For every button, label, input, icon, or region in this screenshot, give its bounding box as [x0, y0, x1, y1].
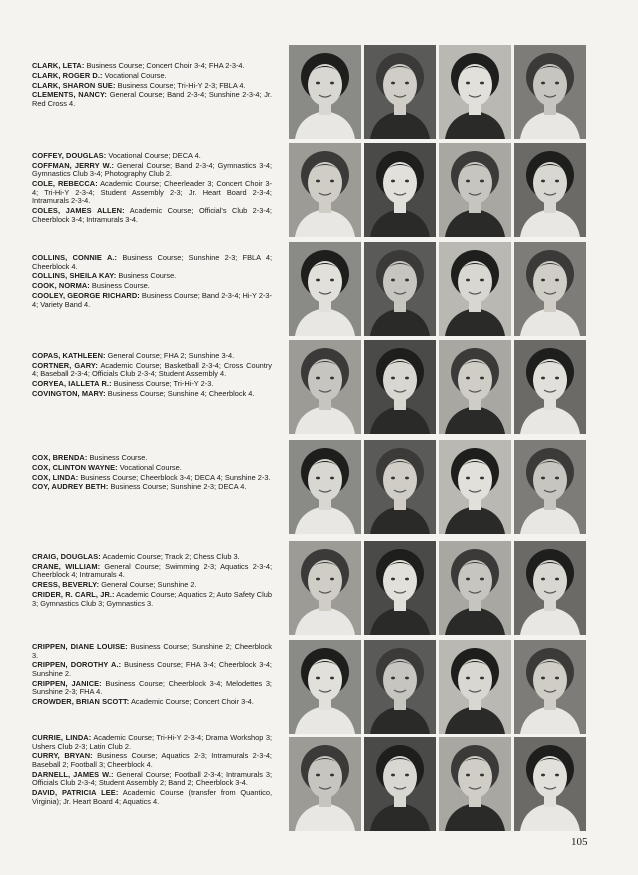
- student-activities: Business Course; Cheerblock 3-4; Melodettes 3; Sunshine 2-3; FHA 4.: [32, 678, 272, 697]
- student-portrait: [364, 640, 436, 734]
- student-entry: [32, 292, 272, 309]
- student-portrait: [439, 242, 511, 336]
- caption-group: [32, 254, 272, 310]
- student-entry: [32, 553, 272, 562]
- student-name: COX, BRENDA:: [32, 453, 88, 462]
- student-portrait: [289, 541, 361, 635]
- student-activities: Business Course.: [89, 281, 150, 291]
- student-name: COFFEY, DOUGLAS:: [32, 151, 107, 160]
- student-activities: Business Course; FHA 3-4; Cheerblock 3-4; Sunshine 2.: [32, 660, 272, 678]
- student-entry: [32, 152, 272, 161]
- student-portrait: [514, 541, 586, 635]
- student-activities: Business Course.: [116, 271, 177, 281]
- student-activities: Business Course; Tri-Hi-Y 2-3.: [111, 379, 214, 389]
- student-activities: Business Course.: [87, 453, 148, 462]
- page-number: 105: [571, 836, 588, 848]
- student-name: CLARK, ROGER D.:: [32, 70, 103, 80]
- student-name: CURRIE, LINDA:: [32, 733, 92, 742]
- student-entry: [32, 390, 272, 399]
- student-activities: General Course; Football 2-3-4; Intramurals 3; Officials Club 2-3-4; Student Assembly 2; Band 2; Cheerblock 3-4.: [32, 769, 273, 788]
- student-entry: [32, 282, 272, 291]
- student-portrait: [289, 143, 361, 237]
- student-name: COOLEY, GEORGE RICHARD:: [32, 290, 140, 300]
- student-name: CLEMENTS, NANCY:: [32, 90, 108, 100]
- student-portrait: [439, 340, 511, 434]
- student-entry: [32, 591, 272, 608]
- student-name: CRIPPEN, DOROTHY A.:: [32, 660, 122, 670]
- caption-group: [32, 352, 272, 400]
- student-activities: Business Course; Aquatics 2-3; Intramurals 2-3-4; Baseball 2; Football 3; Cheerblock 4.: [32, 751, 272, 769]
- student-portrait: [514, 737, 586, 831]
- student-entry: [32, 661, 272, 678]
- student-name: COPAS, KATHLEEN:: [32, 351, 106, 360]
- student-portrait: [364, 45, 436, 139]
- student-portrait: [364, 737, 436, 831]
- student-entry: [32, 207, 272, 224]
- portrait-row: [289, 242, 587, 336]
- student-name: COLES, JAMES ALLEN:: [32, 206, 125, 216]
- student-activities: Academic Course; Concert Choir 3-4.: [129, 697, 254, 707]
- student-portrait: [289, 242, 361, 336]
- student-portrait: [289, 737, 361, 831]
- student-name: COOK, NORMA:: [32, 281, 90, 291]
- student-activities: General Course; FHA 2; Sunshine 3-4.: [105, 351, 235, 360]
- portrait-row: [289, 340, 587, 434]
- student-portrait: [514, 45, 586, 139]
- student-activities: Academic Course; Official's Club 2-3-4; Cheerblock 3-4; Intramurals 3-4.: [32, 206, 272, 224]
- student-entry: [32, 734, 272, 751]
- student-name: CORTNER, GARY:: [32, 360, 98, 370]
- student-name: DAVID, PATRICIA LEE:: [32, 788, 119, 798]
- student-portrait: [289, 340, 361, 434]
- portrait-row: [289, 143, 587, 237]
- student-activities: Academic Course; Aquatics 2; Auto Safety Club 3; Gymnastics Club 3; Gymnastics 3.: [32, 589, 273, 608]
- student-name: CROWDER, BRIAN SCOTT:: [32, 697, 130, 707]
- student-entry: [32, 771, 272, 788]
- student-name: CURRY, BRYAN:: [32, 751, 93, 761]
- student-portrait: [289, 440, 361, 534]
- student-name: CRAIG, DOUGLAS:: [32, 552, 101, 561]
- student-portrait: [289, 640, 361, 734]
- student-entry: [32, 162, 272, 179]
- student-entry: [32, 680, 272, 697]
- student-name: CRANE, WILLIAM:: [32, 561, 101, 571]
- student-name: CLARK, SHARON SUE:: [32, 80, 116, 90]
- student-portrait: [514, 440, 586, 534]
- student-activities: Business Course; Sunshine 2; Cheerblock 3.: [32, 642, 272, 660]
- student-activities: Business Course; Cheerblock 3-4; DECA 4; Sunshine 2-3.: [78, 472, 271, 482]
- student-portrait: [364, 340, 436, 434]
- student-portrait: [439, 737, 511, 831]
- student-portrait: [364, 242, 436, 336]
- student-name: DARNELL, JAMES W.:: [32, 769, 114, 779]
- student-entry: [32, 362, 272, 379]
- student-name: CRIDER, R. CARL, JR.:: [32, 589, 115, 599]
- caption-group: [32, 454, 272, 493]
- student-entry: [32, 352, 272, 361]
- portrait-row: [289, 737, 587, 831]
- student-entry: [32, 254, 272, 271]
- student-entry: [32, 272, 272, 281]
- student-name: COVINGTON, MARY:: [32, 388, 106, 398]
- portrait-row: [289, 640, 587, 734]
- student-entry: [32, 698, 272, 707]
- student-entry: [32, 483, 272, 492]
- student-portrait: [514, 143, 586, 237]
- student-entry: [32, 752, 272, 769]
- student-name: COX, LINDA:: [32, 472, 79, 482]
- student-activities: General Course; Band 2-3-4; Gymnastics 3-4; Gymnastics Club 3-4; Photography Club 2.: [32, 160, 272, 179]
- student-name: CRESS, BEVERLY:: [32, 580, 100, 590]
- student-activities: Business Course; Concert Choir 3-4; FHA 2-3-4.: [84, 61, 245, 70]
- student-name: CRIPPEN, JANICE:: [32, 678, 102, 688]
- student-entry: [32, 464, 272, 473]
- student-activities: Academic Course (transfer from Quantico, Virginia); Jr. Heart Board 4; Aquatics 4.: [32, 788, 272, 806]
- student-entry: [32, 789, 272, 806]
- student-entry: [32, 91, 272, 108]
- caption-group: [32, 643, 272, 708]
- student-name: COLLINS, CONNIE A.:: [32, 253, 118, 262]
- student-portrait: [514, 340, 586, 434]
- student-activities: Business Course; Tri-Hi-Y 2-3; FBLA 4.: [115, 80, 246, 90]
- student-portrait: [439, 45, 511, 139]
- student-portrait: [439, 640, 511, 734]
- student-activities: General Course; Sunshine 2.: [99, 580, 197, 590]
- student-portrait: [514, 242, 586, 336]
- student-name: COLE, REBECCA:: [32, 179, 98, 189]
- portrait-row: [289, 541, 587, 635]
- student-activities: Vocational Course.: [102, 70, 167, 80]
- student-name: CRIPPEN, DIANE LOUISE:: [32, 642, 128, 651]
- student-portrait: [439, 143, 511, 237]
- student-entry: [32, 454, 272, 463]
- student-portrait: [364, 440, 436, 534]
- student-portrait: [289, 45, 361, 139]
- student-name: COLLINS, SHEILA KAY:: [32, 271, 117, 281]
- student-activities: Business Course; Sunshine 2-3; FBLA 4; Cheerblock 4.: [32, 253, 272, 271]
- student-activities: Vocational Course; DECA 4.: [106, 151, 201, 160]
- student-entry: [32, 563, 272, 580]
- student-activities: General Course; Swimming 2-3; Aquatics 2-3-4; Cheerblock 4; Intramurals 4.: [32, 561, 272, 580]
- student-portrait: [514, 640, 586, 734]
- student-entry: [32, 72, 272, 81]
- student-entry: [32, 474, 272, 483]
- student-activities: Academic Course; Track 2; Chess Club 3.: [100, 552, 240, 561]
- portrait-row: [289, 45, 587, 139]
- student-name: COY, AUDREY BETH:: [32, 482, 109, 492]
- student-portrait: [364, 541, 436, 635]
- student-name: COFFMAN, JERRY W.:: [32, 160, 115, 170]
- student-activities: Academic Course; Cheerleader 3; Concert Choir 3-4; Tri-Hi-Y 2-3-4; Student Assembly 2-3; Jr. Heart Board 2-3-4; Intramurals 2-3-4.: [32, 179, 272, 206]
- caption-group: [32, 734, 272, 808]
- student-name: CORYEA, IALLETA R.:: [32, 379, 112, 389]
- student-activities: Academic Course; Basketball 2-3-4; Cross Country 4; Baseball 2-3-4; Officials Club 2-3-4; Student Assembly 4.: [32, 360, 272, 379]
- caption-group: [32, 152, 272, 226]
- student-activities: Business Course; Sunshine 4; Cheerblock 4.: [105, 388, 255, 398]
- student-name: CLARK, LETA:: [32, 61, 85, 70]
- student-activities: Academic Course; Tri-Hi-Y 2-3-4; Drama Workshop 3; Ushers Club 2-3; Latin Club 2.: [32, 733, 272, 751]
- portrait-row: [289, 440, 587, 534]
- student-entry: [32, 643, 272, 660]
- student-entry: [32, 581, 272, 590]
- student-activities: Business Course; Band 2-3-4; Hi-Y 2-3-4; Variety Band 4.: [32, 290, 272, 309]
- student-entry: [32, 180, 272, 206]
- student-activities: General Course; Band 2-3-4; Sunshine 2-3-4; Jr. Red Cross 4.: [32, 90, 273, 108]
- student-entry: [32, 62, 272, 71]
- student-portrait: [439, 541, 511, 635]
- student-activities: Business Course; Sunshine 2-3; DECA 4.: [108, 482, 247, 492]
- student-activities: Vocational Course.: [117, 462, 182, 472]
- caption-group: [32, 62, 272, 110]
- student-portrait: [439, 440, 511, 534]
- student-portrait: [364, 143, 436, 237]
- student-name: COX, CLINTON WAYNE:: [32, 462, 118, 472]
- caption-group: [32, 553, 272, 609]
- student-entry: [32, 82, 272, 91]
- student-entry: [32, 380, 272, 389]
